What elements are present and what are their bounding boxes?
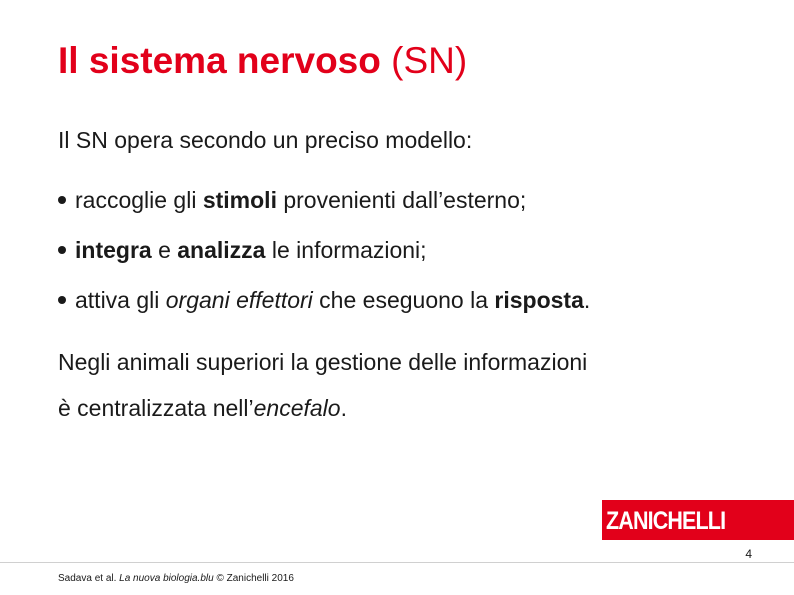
footer-text: Sadava et al. (58, 573, 120, 584)
paragraph-italic: encefalo (253, 395, 341, 421)
footer-credit (58, 573, 294, 584)
bullet-text: le informazioni; (265, 237, 427, 263)
bullet-dot-icon (58, 246, 66, 254)
intro-text: Il SN opera secondo un preciso modello: (58, 127, 473, 153)
footer-divider (0, 562, 794, 563)
bullet-dot-icon (58, 196, 66, 204)
paragraph-text: è centralizzata nell’ (58, 395, 254, 421)
bullet-italic: organi effettori (165, 287, 313, 313)
logo-text: ZANICHELLI (606, 507, 726, 535)
title-bold: Il sistema nervoso (58, 40, 381, 81)
bullet-text: che eseguono la (312, 287, 495, 313)
footer-text: © Zanichelli 2016 (213, 573, 294, 584)
bullet-bold: integra (75, 237, 152, 263)
bullet-dot-icon (58, 296, 66, 304)
slide-title (58, 38, 467, 84)
bullet-item (58, 284, 590, 316)
bullet-bold: stimoli (202, 187, 277, 213)
footer-book-title: La nuova biologia.blu (119, 573, 214, 584)
paragraph-text: . (340, 395, 347, 421)
page-number: 4 (745, 547, 752, 561)
bullet-text: e (151, 237, 178, 263)
bullet-item (58, 234, 427, 266)
bullet-text: provenienti dall’esterno; (276, 187, 527, 213)
bullet-item (58, 184, 526, 216)
bullet-bold: analizza (177, 237, 266, 263)
bullet-text: . (583, 287, 591, 313)
paragraph-line-2 (58, 392, 347, 424)
bullet-text: attiva gli (75, 287, 166, 313)
bullet-text: raccoglie gli (75, 187, 203, 213)
paragraph-line-1: Negli animali superiori la gestione delle informazioni (58, 349, 588, 375)
title-abbrev: (SN) (391, 40, 468, 81)
bullet-bold: risposta (494, 287, 584, 313)
zanichelli-logo (602, 500, 794, 540)
